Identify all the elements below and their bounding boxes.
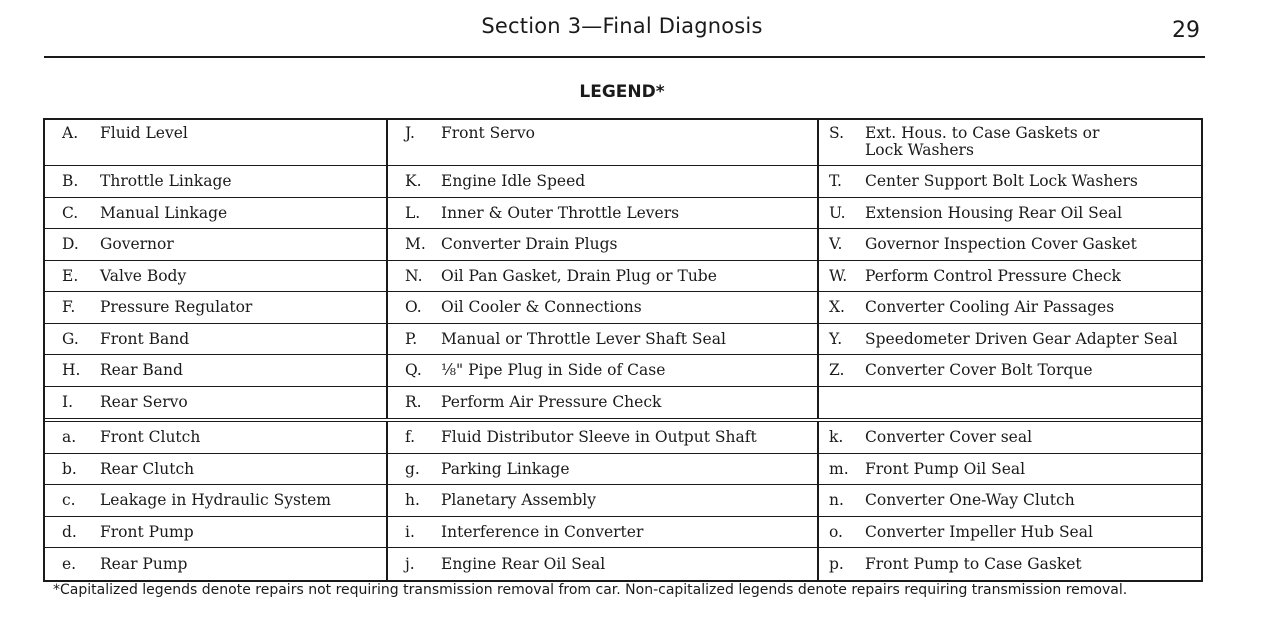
legend-item-key: i. xyxy=(405,522,415,541)
legend-item-text: Planetary Assembly xyxy=(441,491,596,510)
legend-item-text: Rear Pump xyxy=(100,554,188,573)
legend-item-key: k. xyxy=(829,428,844,447)
legend-item-text: Throttle Linkage xyxy=(100,172,232,191)
legend-item-key: J. xyxy=(405,124,415,142)
legend-item-key: G. xyxy=(62,329,79,348)
legend-item-text: Valve Body xyxy=(100,266,187,285)
legend-item-text: Converter Cover seal xyxy=(865,428,1033,447)
legend-item xyxy=(819,198,1201,230)
legend-item xyxy=(388,517,817,549)
footnote: *Capitalized legends denote repairs not requiring transmission removal from car. Non-capitalized legends denote repairs requiring transmission removal. xyxy=(53,582,1128,598)
legend-item-text: Front Pump xyxy=(100,522,194,541)
legend-table xyxy=(43,118,1203,582)
legend-item-key: d. xyxy=(62,522,77,541)
legend-item-key: g. xyxy=(405,459,420,478)
legend-item-key: B. xyxy=(62,172,79,191)
legend-item xyxy=(388,324,817,356)
legend-item xyxy=(819,355,1201,387)
legend-item-key: h. xyxy=(405,491,420,510)
legend-item xyxy=(388,355,817,387)
legend-item xyxy=(45,198,386,230)
legend-item xyxy=(819,324,1201,356)
legend-item-text: Front Servo xyxy=(441,124,535,142)
legend-item-key: A. xyxy=(62,124,79,142)
legend-column-3 xyxy=(819,422,1201,580)
legend-item-text: Converter Cover Bolt Torque xyxy=(865,361,1093,380)
legend-item-key: P. xyxy=(405,329,418,348)
legend-item xyxy=(819,292,1201,324)
legend-item xyxy=(819,166,1201,198)
legend-item xyxy=(45,355,386,387)
legend-item-text: Interference in Converter xyxy=(441,522,644,541)
legend-item-text: Fluid Level xyxy=(100,124,188,142)
page-number: 29 xyxy=(1172,18,1200,43)
legend-item-text: Rear Servo xyxy=(100,393,188,412)
legend-item xyxy=(819,517,1201,549)
legend-item-key: W. xyxy=(829,266,848,285)
legend-item-text: Front Pump Oil Seal xyxy=(865,459,1026,478)
legend-item-key: K. xyxy=(405,172,422,191)
legend-item-text: Center Support Bolt Lock Washers xyxy=(865,172,1138,191)
legend-item-text: Oil Pan Gasket, Drain Plug or Tube xyxy=(441,266,717,285)
legend-item xyxy=(45,229,386,261)
legend-column-1 xyxy=(45,120,388,418)
legend-item xyxy=(45,517,386,549)
legend-item xyxy=(45,422,386,454)
legend-item-key: c. xyxy=(62,491,76,510)
legend-upper-section xyxy=(45,120,1201,418)
legend-item-key: F. xyxy=(62,298,76,317)
legend-item-key: C. xyxy=(62,203,79,222)
legend-column-3 xyxy=(819,120,1201,418)
legend-item-key: S. xyxy=(829,124,844,142)
legend-item-key: U. xyxy=(829,203,846,222)
legend-item xyxy=(45,261,386,293)
legend-item xyxy=(45,324,386,356)
legend-item-key: H. xyxy=(62,361,81,380)
legend-item-text: Perform Control Pressure Check xyxy=(865,266,1121,285)
legend-item-key: T. xyxy=(829,172,842,191)
legend-item-text: Governor Inspection Cover Gasket xyxy=(865,235,1137,254)
legend-item xyxy=(819,485,1201,517)
legend-item-key: M. xyxy=(405,235,426,254)
legend-item xyxy=(45,485,386,517)
legend-item-key: o. xyxy=(829,522,843,541)
legend-item-key: a. xyxy=(62,428,77,447)
legend-item xyxy=(388,198,817,230)
legend-item-key: n. xyxy=(829,491,844,510)
legend-item xyxy=(388,422,817,454)
legend-item xyxy=(45,387,386,419)
legend-item-key: b. xyxy=(62,459,77,478)
legend-item-text: Extension Housing Rear Oil Seal xyxy=(865,203,1123,222)
legend-item-text: Perform Air Pressure Check xyxy=(441,393,662,412)
legend-item xyxy=(388,261,817,293)
legend-item xyxy=(819,120,1201,166)
legend-item-text: Manual Linkage xyxy=(100,203,228,222)
legend-item-key: R. xyxy=(405,393,422,412)
legend-item-text: Rear Clutch xyxy=(100,459,195,478)
legend-item-text: Converter Impeller Hub Seal xyxy=(865,522,1093,541)
legend-item xyxy=(819,261,1201,293)
legend-item xyxy=(388,387,817,419)
legend-item xyxy=(45,454,386,486)
legend-title: LEGEND* xyxy=(579,82,665,102)
legend-item-text: Manual or Throttle Lever Shaft Seal xyxy=(441,329,726,348)
legend-item xyxy=(45,292,386,324)
legend-item xyxy=(388,229,817,261)
legend-item-text: Fluid Distributor Sleeve in Output Shaft xyxy=(441,428,757,447)
legend-item-text: Front Band xyxy=(100,329,190,348)
legend-item-text: Ext. Hous. to Case Gaskets or Lock Washers xyxy=(865,124,1100,159)
legend-item-text: Converter Cooling Air Passages xyxy=(865,298,1115,317)
legend-item-key: E. xyxy=(62,266,79,285)
legend-item-text: Governor xyxy=(100,235,174,254)
header-rule xyxy=(44,56,1205,58)
legend-item-key: O. xyxy=(405,298,422,317)
legend-item xyxy=(388,548,817,580)
legend-item xyxy=(819,422,1201,454)
legend-item-text: Oil Cooler & Connections xyxy=(441,298,642,317)
legend-item-key: p. xyxy=(829,554,844,573)
legend-item-key: X. xyxy=(829,298,845,317)
legend-item-text: Converter One-Way Clutch xyxy=(865,491,1075,510)
legend-item xyxy=(45,166,386,198)
legend-item-key: D. xyxy=(62,235,79,254)
legend-item-key: N. xyxy=(405,266,423,285)
legend-item-text: Engine Idle Speed xyxy=(441,172,586,191)
legend-item-key: L. xyxy=(405,203,421,222)
legend-item-key: f. xyxy=(405,428,416,447)
legend-column-2 xyxy=(388,120,819,418)
legend-item-text: Front Pump to Case Gasket xyxy=(865,554,1082,573)
legend-item xyxy=(45,548,386,580)
legend-item xyxy=(819,229,1201,261)
legend-item-text: Engine Rear Oil Seal xyxy=(441,554,606,573)
legend-item xyxy=(388,454,817,486)
legend-item xyxy=(388,166,817,198)
legend-item-text: Parking Linkage xyxy=(441,459,570,478)
legend-item-key: I. xyxy=(62,393,74,412)
legend-item xyxy=(388,485,817,517)
section-title: Section 3—Final Diagnosis xyxy=(481,14,763,38)
legend-column-1 xyxy=(45,422,388,580)
legend-item xyxy=(388,292,817,324)
legend-item xyxy=(819,454,1201,486)
legend-item-text: Pressure Regulator xyxy=(100,298,253,317)
legend-item-text: Front Clutch xyxy=(100,428,201,447)
legend-item-key: e. xyxy=(62,554,77,573)
legend-item-key: Z. xyxy=(829,361,845,380)
legend-item-key: Y. xyxy=(829,329,843,348)
legend-item xyxy=(45,120,386,166)
legend-item-key: Q. xyxy=(405,361,422,380)
legend-item xyxy=(388,120,817,166)
legend-item-text: ⅛" Pipe Plug in Side of Case xyxy=(441,361,666,380)
legend-item-text: Inner & Outer Throttle Levers xyxy=(441,203,680,222)
legend-lower-section xyxy=(45,418,1201,580)
legend-item-text: Leakage in Hydraulic System xyxy=(100,491,332,510)
legend-item-text: Rear Band xyxy=(100,361,183,380)
legend-item-text: Converter Drain Plugs xyxy=(441,235,618,254)
legend-item-key: j. xyxy=(405,554,415,573)
legend-item-text: Speedometer Driven Gear Adapter Seal xyxy=(865,329,1178,348)
legend-item-key: m. xyxy=(829,459,849,478)
legend-item xyxy=(819,387,1201,419)
legend-item-key: V. xyxy=(829,235,843,254)
legend-column-2 xyxy=(388,422,819,580)
legend-item xyxy=(819,548,1201,580)
